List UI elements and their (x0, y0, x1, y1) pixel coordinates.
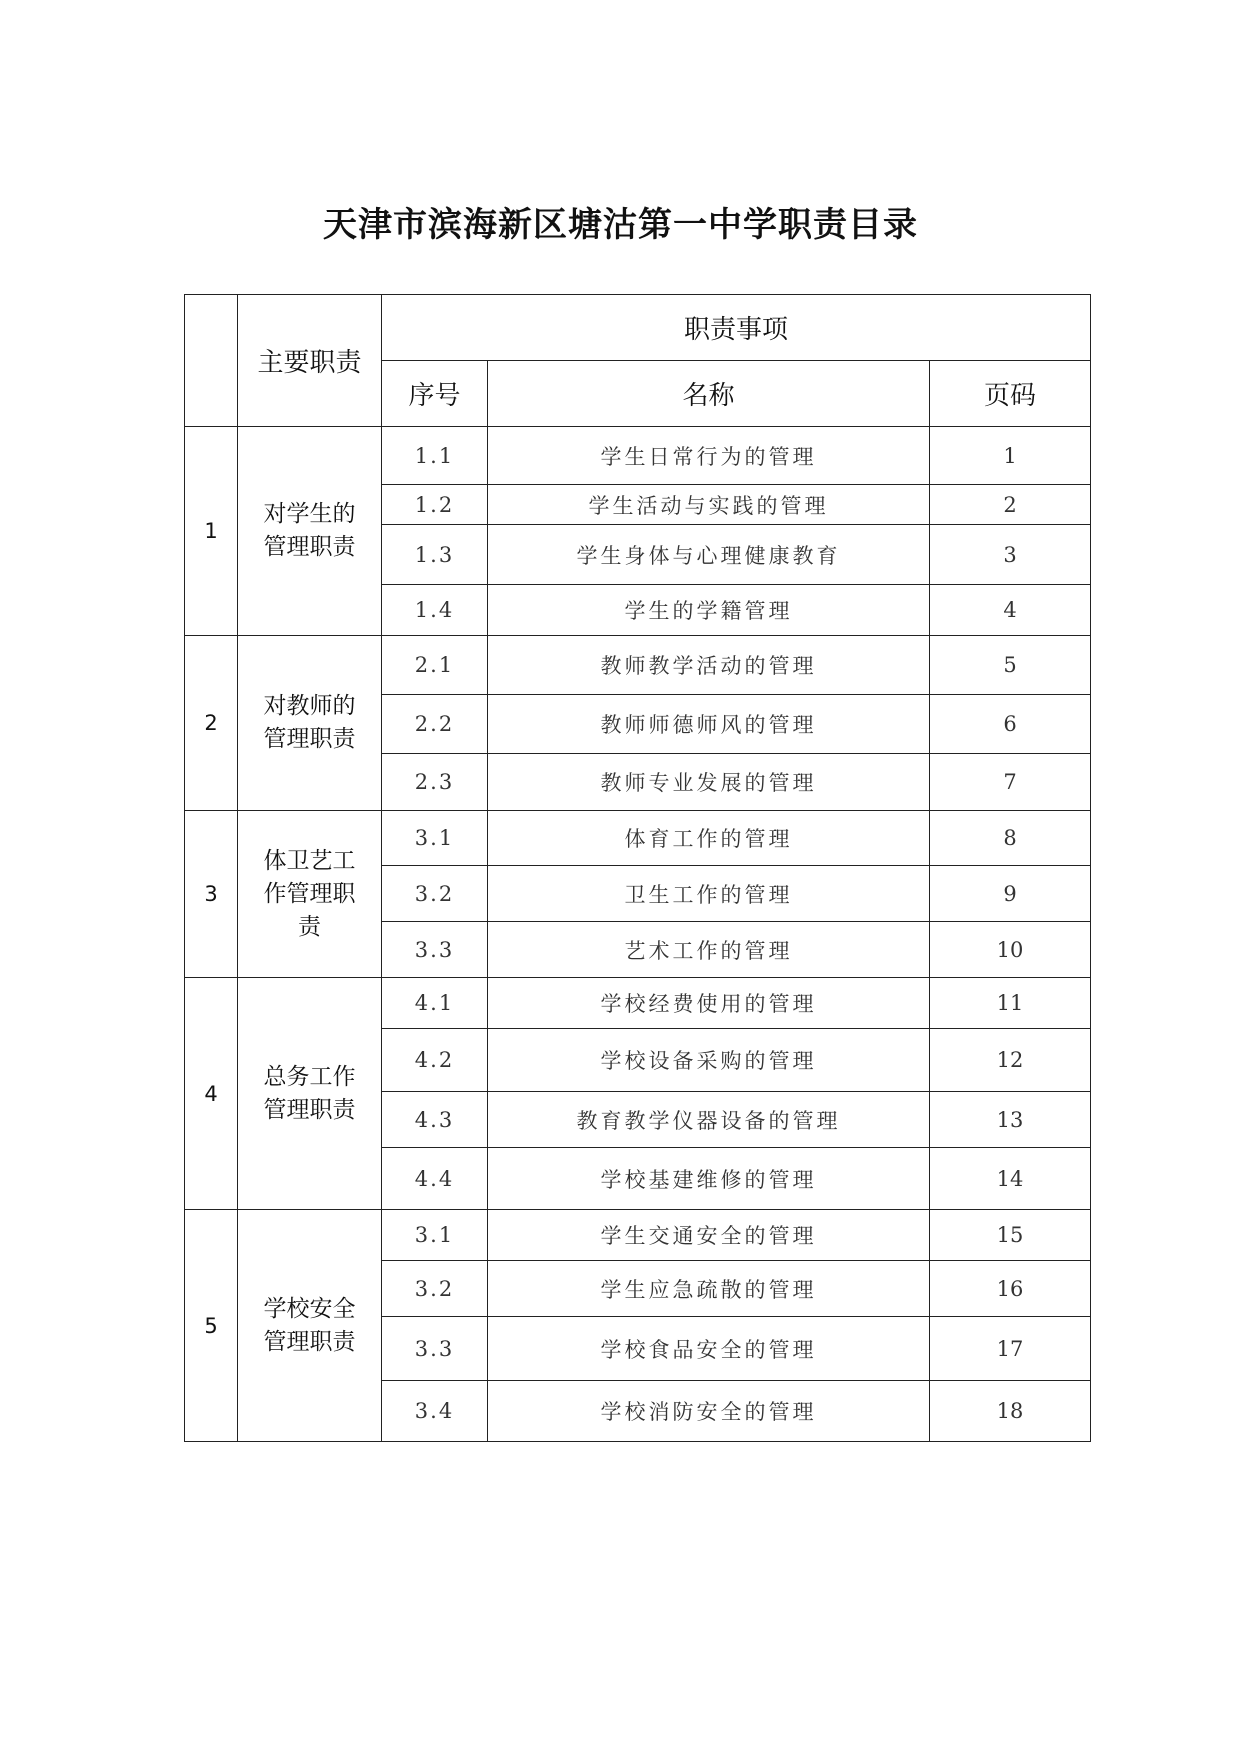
item-name: 学生活动与实践的管理 (488, 485, 930, 525)
category-name-text: 体卫艺工作管理职责 (263, 847, 356, 940)
table-row (185, 636, 1091, 695)
item-page: 6 (930, 695, 1091, 754)
header-name: 名称 (488, 361, 930, 427)
item-page: 13 (930, 1092, 1091, 1148)
item-seq: 1.1 (382, 427, 488, 485)
item-seq: 1.2 (382, 485, 488, 525)
item-page: 2 (930, 485, 1091, 525)
item-name: 教育教学仪器设备的管理 (488, 1092, 930, 1148)
header-seq: 序号 (382, 361, 488, 427)
duty-directory-table (184, 294, 1091, 1442)
item-page: 11 (930, 978, 1091, 1029)
item-name: 学生应急疏散的管理 (488, 1261, 930, 1317)
category-name (238, 636, 382, 811)
item-page: 17 (930, 1317, 1091, 1381)
item-seq: 4.2 (382, 1029, 488, 1092)
item-name: 学校设备采购的管理 (488, 1029, 930, 1092)
item-name: 学生身体与心理健康教育 (488, 525, 930, 585)
item-page: 7 (930, 754, 1091, 811)
category-number: 3 (185, 811, 238, 978)
item-seq: 3.1 (382, 1210, 488, 1261)
category-name (238, 978, 382, 1210)
item-page: 1 (930, 427, 1091, 485)
category-name-text: 总务工作管理职责 (263, 1063, 356, 1123)
item-seq: 3.2 (382, 1261, 488, 1317)
item-name: 学生的学籍管理 (488, 585, 930, 636)
item-page: 12 (930, 1029, 1091, 1092)
category-number: 1 (185, 427, 238, 636)
item-seq: 4.4 (382, 1148, 488, 1210)
item-seq: 4.3 (382, 1092, 488, 1148)
table-row (185, 427, 1091, 485)
item-seq: 2.3 (382, 754, 488, 811)
item-page: 18 (930, 1381, 1091, 1442)
item-name: 学校经费使用的管理 (488, 978, 930, 1029)
item-name: 学生日常行为的管理 (488, 427, 930, 485)
header-page: 页码 (930, 361, 1091, 427)
table-row (185, 811, 1091, 866)
item-page: 10 (930, 922, 1091, 978)
category-name-text: 学校安全管理职责 (263, 1295, 356, 1355)
header-blank-cell (185, 295, 238, 427)
page-title: 天津市滨海新区塘沽第一中学职责目录 (323, 205, 918, 245)
item-name: 教师师德师风的管理 (488, 695, 930, 754)
item-seq: 3.3 (382, 1317, 488, 1381)
category-number: 4 (185, 978, 238, 1210)
item-page: 5 (930, 636, 1091, 695)
category-name-text: 对教师的管理职责 (263, 693, 356, 752)
item-name: 教师专业发展的管理 (488, 754, 930, 811)
item-seq: 1.4 (382, 585, 488, 636)
item-name: 学校基建维修的管理 (488, 1148, 930, 1210)
item-name: 教师教学活动的管理 (488, 636, 930, 695)
header-main-duty: 主要职责 (238, 295, 382, 427)
header-duty-items: 职责事项 (382, 295, 1091, 361)
category-name (238, 1210, 382, 1442)
table-row (185, 1210, 1091, 1261)
item-seq: 3.1 (382, 811, 488, 866)
item-name: 艺术工作的管理 (488, 922, 930, 978)
item-seq: 1.3 (382, 525, 488, 585)
table-header-row (185, 295, 1091, 361)
category-number: 2 (185, 636, 238, 811)
item-page: 3 (930, 525, 1091, 585)
table-row (185, 978, 1091, 1029)
item-name: 学校食品安全的管理 (488, 1317, 930, 1381)
item-seq: 4.1 (382, 978, 488, 1029)
item-page: 16 (930, 1261, 1091, 1317)
item-page: 4 (930, 585, 1091, 636)
item-seq: 3.4 (382, 1381, 488, 1442)
item-page: 9 (930, 866, 1091, 922)
item-name: 体育工作的管理 (488, 811, 930, 866)
item-seq: 2.2 (382, 695, 488, 754)
category-name (238, 811, 382, 978)
item-seq: 3.3 (382, 922, 488, 978)
item-seq: 3.2 (382, 866, 488, 922)
item-page: 15 (930, 1210, 1091, 1261)
item-name: 学生交通安全的管理 (488, 1210, 930, 1261)
category-number: 5 (185, 1210, 238, 1442)
item-name: 学校消防安全的管理 (488, 1381, 930, 1442)
item-page: 14 (930, 1148, 1091, 1210)
category-name (238, 427, 382, 636)
item-page: 8 (930, 811, 1091, 866)
item-seq: 2.1 (382, 636, 488, 695)
category-name-text: 对学生的管理职责 (263, 501, 356, 560)
item-name: 卫生工作的管理 (488, 866, 930, 922)
